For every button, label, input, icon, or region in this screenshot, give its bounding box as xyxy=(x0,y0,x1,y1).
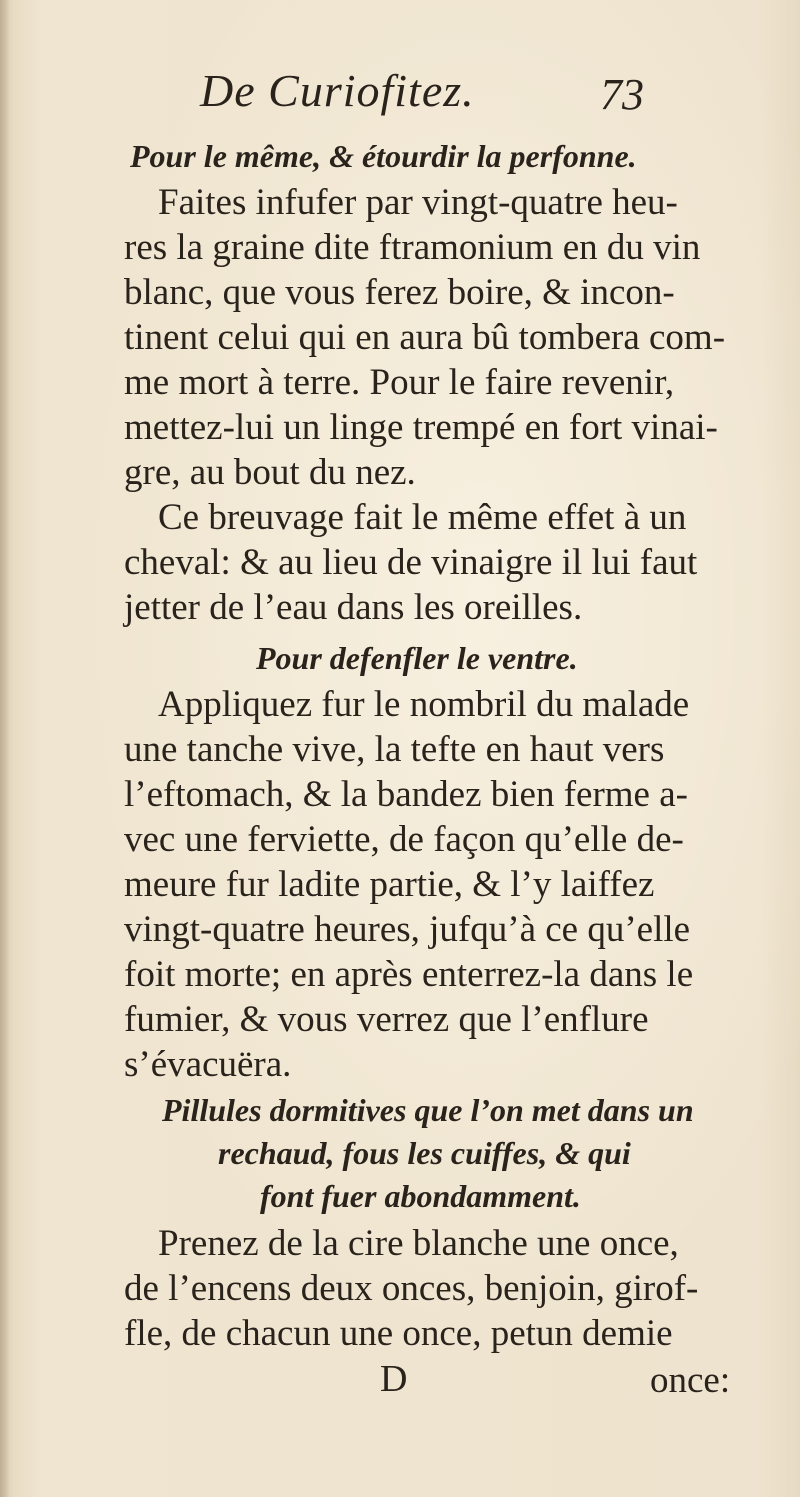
page-header xyxy=(0,66,800,126)
text-line: Prenez de la cire blanche une once, xyxy=(158,1223,679,1264)
text-line: res la graine dite ftramonium en du vin xyxy=(124,227,701,268)
text-line: Appliquez fur le nombril du malade xyxy=(158,684,690,725)
text-line: une tanche vive, la tefte en haut vers xyxy=(124,729,665,770)
text-line: vingt-quatre heures, jufqu’à ce qu’elle xyxy=(124,909,691,950)
recipe-title: Pour defenfler le ventre. xyxy=(256,640,578,676)
text-line: l’eftomach, & la bandez bien ferme a- xyxy=(124,774,688,815)
text-line: s’évacuëra. xyxy=(124,1044,292,1085)
text-line: de l’encens deux onces, benjoin, girof- xyxy=(124,1268,699,1309)
text-line: jetter de l’eau dans les oreilles. xyxy=(124,587,583,628)
signature-mark: D xyxy=(380,1358,408,1400)
recipe-title: font fuer abondamment. xyxy=(260,1178,581,1214)
page-number: 73 xyxy=(600,70,644,119)
text-line: cheval: & au lieu de vinaigre il lui faut xyxy=(124,542,698,583)
text-line: gre, au bout du nez. xyxy=(124,452,416,493)
recipe-title: Pour le même, & étourdir la perfonne. xyxy=(130,138,637,174)
text-line: fle, de chacun une once, petun demie xyxy=(124,1313,673,1354)
recipe-title: rechaud, fous les cuiffes, & qui xyxy=(218,1135,631,1171)
text-line: tinent celui qui en aura bû tombera com- xyxy=(124,317,726,358)
page-gutter-shadow xyxy=(0,0,10,1497)
text-line: Faites infufer par vingt-quatre heu- xyxy=(158,182,678,223)
text-line: mettez-lui un linge trempé en fort vinai- xyxy=(124,407,718,448)
text-line: vec une ferviette, de façon qu’elle de- xyxy=(124,819,684,860)
text-line: fumier, & vous verrez que l’enflure xyxy=(124,999,649,1040)
text-line: meure fur ladite partie, & l’y laiffez xyxy=(124,864,655,905)
running-head: De Curiofitez. xyxy=(200,65,475,116)
recipe-title: Pillules dormitives que l’on met dans un xyxy=(162,1092,694,1128)
catchword: once: xyxy=(650,1360,731,1401)
text-line: blanc, que vous ferez boire, & incon- xyxy=(124,272,675,313)
text-line: Ce breuvage fait le même effet à un xyxy=(158,497,687,538)
text-line: me mort à terre. Pour le faire revenir, xyxy=(124,362,675,403)
text-line: foit morte; en après enterrez-la dans le xyxy=(124,954,694,995)
